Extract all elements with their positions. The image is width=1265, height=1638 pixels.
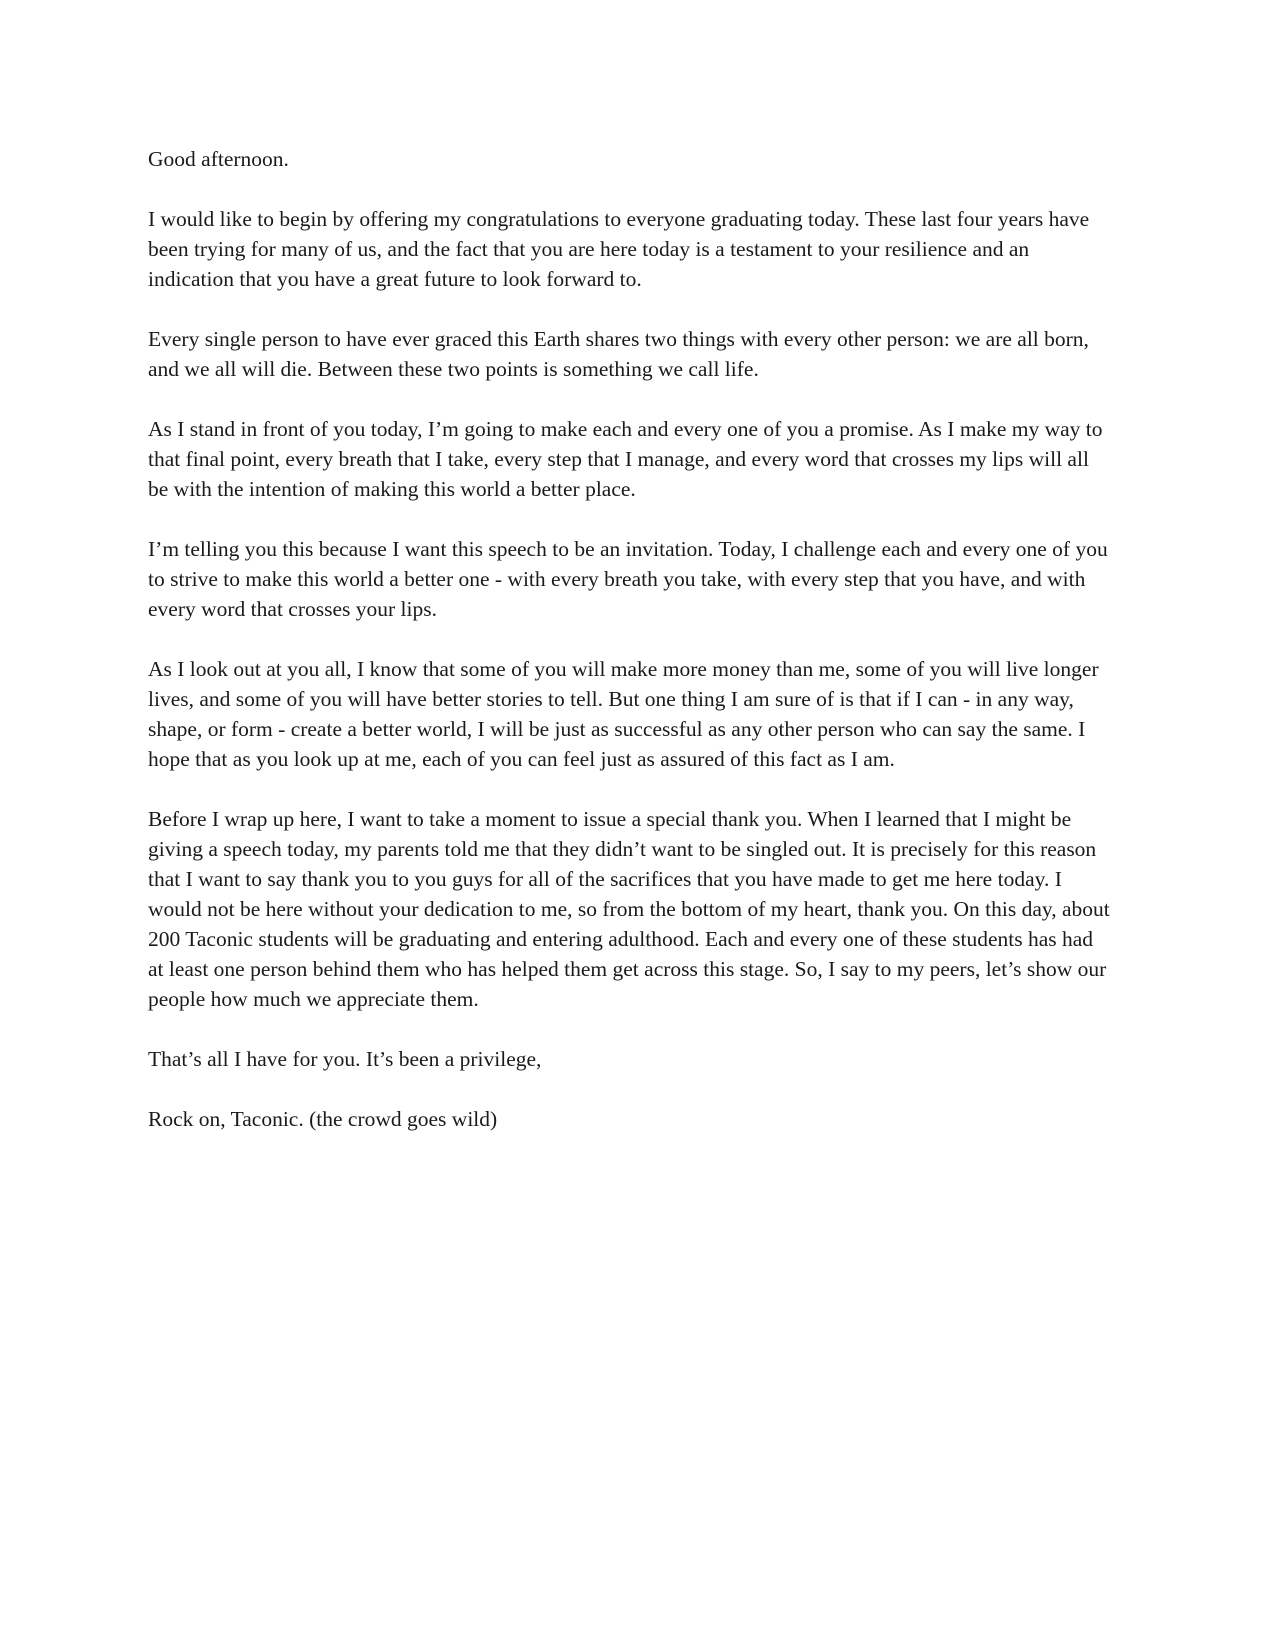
paragraph-signoff: Rock on, Taconic. (the crowd goes wild) xyxy=(148,1107,498,1131)
paragraph-invitation: I’m telling you this because I want this speech to be an invitation. Today, I challenge each and every one of you to strive to make this world a better one - with every breath you take, with every step that you have, and with every word that crosses your lips. xyxy=(148,537,1108,621)
paragraph-greeting: Good afternoon. xyxy=(148,147,289,171)
paragraph-closing: That’s all I have for you. It’s been a privilege, xyxy=(148,1047,542,1071)
paragraph-congratulations: I would like to begin by offering my congratulations to everyone graduating today. These last four years have been trying for many of us, and the fact that you are here today is a testament to your resilience and an indication that you have a great future to look forward to. xyxy=(148,207,1090,291)
paragraph-success: As I look out at you all, I know that some of you will make more money than me, some of you will live longer lives, and some of you will have better stories to tell. But one thing I am sure of is that if I can - in any way, shape, or form - create a better world, I will be just as successful as any other person who can say the same. I hope that as you look up at me, each of you can feel just as assured of this fact as I am. xyxy=(148,657,1099,771)
paragraph-life: Every single person to have ever graced this Earth shares two things with every other person: we are all born, and we all will die. Between these two points is something we call life. xyxy=(148,327,1089,381)
speech-body xyxy=(148,144,1110,1164)
paragraph-promise: As I stand in front of you today, I’m going to make each and every one of you a promise. As I make my way to that final point, every breath that I take, every step that I manage, and every word that crosses my lips will all be with the intention of making this world a better place. xyxy=(148,417,1103,501)
paragraph-thank-you: Before I wrap up here, I want to take a moment to issue a special thank you. When I learned that I might be giving a speech today, my parents told me that they didn’t want to be singled out. It is precisely for this reason that I want to say thank you to you guys for all of the sacrifices that you have made to get me here today. I would not be here without your dedication to me, so from the bottom of my heart, thank you. On this day, about 200 Taconic students will be graduating and entering adulthood. Each and every one of these students has had at least one person behind them who has helped them get across this stage. So, I say to my peers, let’s show our people how much we appreciate them. xyxy=(148,807,1110,1011)
